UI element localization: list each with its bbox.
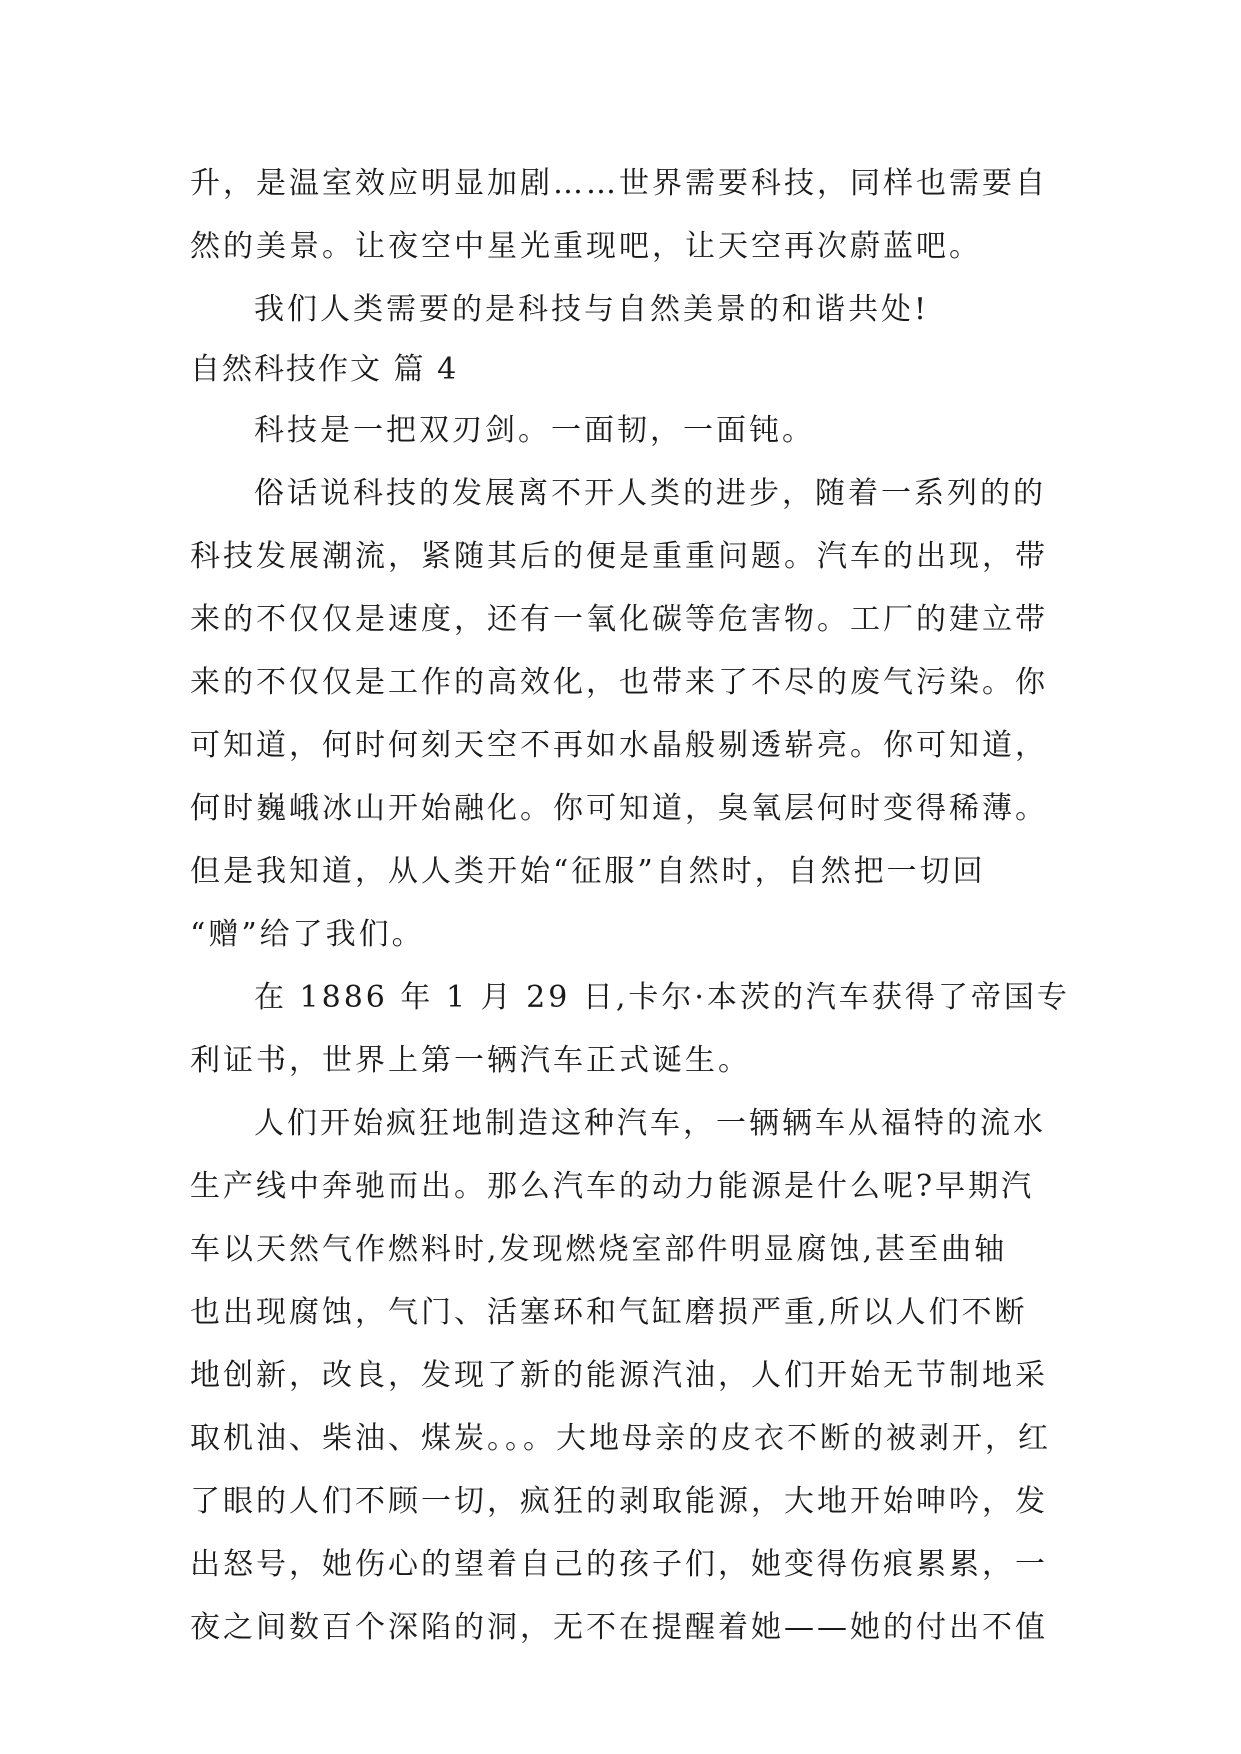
text-line: 升，是温室效应明显加剧……世界需要科技，同样也需要自 xyxy=(190,166,1048,201)
text-line: 取机油、柴油、煤炭。。。大地母亲的皮衣不断的被剥开，红 xyxy=(190,1421,1051,1456)
text-line: 人们开始疯狂地制造这种汽车，一辆辆车从福特的流水 xyxy=(254,1106,1046,1141)
text-line: 俗话说科技的发展离不开人类的进步，随着一系列的的 xyxy=(254,476,1046,511)
text-line: 了眼的人们不顾一切，疯狂的剥取能源，大地开始呻吟，发 xyxy=(190,1484,1048,1519)
text-line: 科技是一把双刃剑。一面韧，一面钝。 xyxy=(254,413,815,448)
text-line: 可知道，何时何刻天空不再如水晶般剔透崭亮。你可知道， xyxy=(190,728,1048,763)
text-line: 然的美景。让夜空中星光重现吧，让天空再次蔚蓝吧。 xyxy=(190,229,982,264)
text-line: 在 1886 年 1 月 29 日,卡尔·本茨的汽车获得了帝国专 xyxy=(254,980,1070,1015)
document-body xyxy=(190,152,1070,1659)
text-line: “赠”给了我们。 xyxy=(190,917,425,952)
text-line: 夜之间数百个深陷的洞，无不在提醒着她——她的付出不值 xyxy=(190,1610,1048,1645)
text-line: 车以天然气作燃料时,发现燃烧室部件明显腐蚀,甚至曲轴 xyxy=(190,1232,1008,1267)
text-line: 出怒号，她伤心的望着自己的孩子们，她变得伤痕累累，一 xyxy=(190,1547,1048,1582)
text-line: 来的不仅仅是工作的高效化，也带来了不尽的废气污染。你 xyxy=(190,665,1048,700)
text-line: 科技发展潮流，紧随其后的便是重重问题。汽车的出现，带 xyxy=(190,539,1048,574)
text-line: 来的不仅仅是速度，还有一氧化碳等危害物。工厂的建立带 xyxy=(190,602,1048,637)
text-line: 何时巍峨冰山开始融化。你可知道，臭氧层何时变得稀薄。 xyxy=(190,791,1048,826)
text-line: 我们人类需要的是科技与自然美景的和谐共处! xyxy=(254,292,930,327)
text-line: 生产线中奔驰而出。那么汽车的动力能源是什么呢?早期汽 xyxy=(190,1169,1035,1204)
text-line: 也出现腐蚀，气门、活塞环和气缸磨损严重,所以人们不断 xyxy=(190,1295,1028,1330)
text-line: 地创新，改良，发现了新的能源汽油，人们开始无节制地采 xyxy=(190,1358,1048,1393)
section-heading: 自然科技作文 篇 4 xyxy=(190,352,459,387)
text-line: 利证书，世界上第一辆汽车正式诞生。 xyxy=(190,1043,751,1078)
text-line: 但是我知道，从人类开始“征服”自然时，自然把一切回 xyxy=(190,854,986,889)
